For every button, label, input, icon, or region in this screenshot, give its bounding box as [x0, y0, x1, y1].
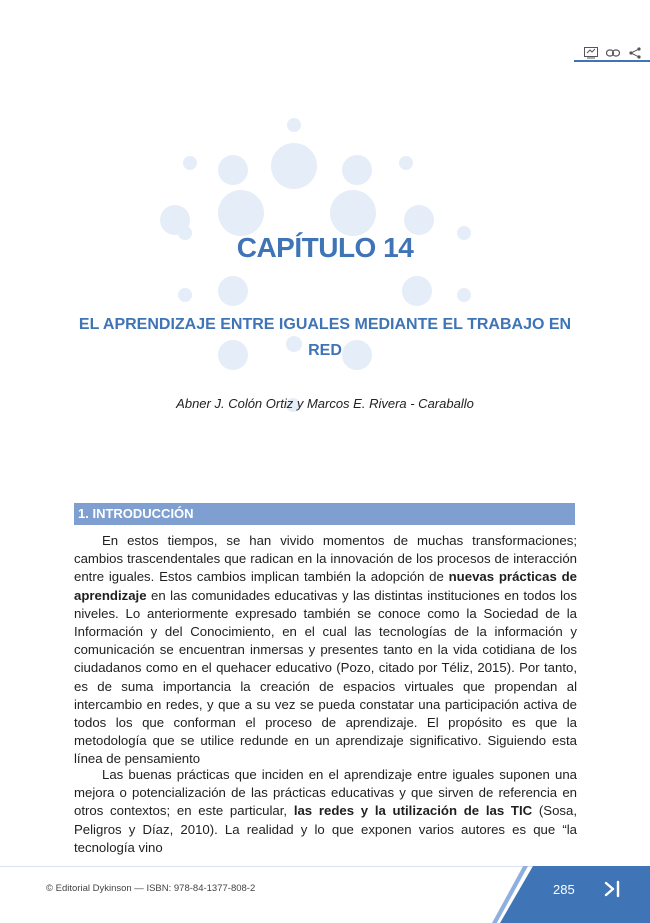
paragraph-bold-text: las redes y la utilización de las TIC [293, 803, 533, 819]
body-paragraph-1 [74, 532, 577, 769]
chapter-title: CAPÍTULO 14 [236, 232, 414, 263]
section-heading: 1. INTRODUCCIÓN [74, 503, 575, 525]
chapter-subtitle: EL APRENDIZAJE ENTRE IGUALES MEDIANTE EL TRABAJO EN RED [78, 316, 572, 359]
toolbar-underline [574, 60, 650, 62]
page-number: 285 [553, 882, 575, 897]
share-icon[interactable] [628, 47, 642, 59]
paragraph-text: en las comunidades educativas y las distintas instituciones en todos los niveles. Lo anteriormente expresado también se conoce como la Sociedad de la Información y del Conocimiento, en el cual las tecnologías de la información y comunicación se encuentran inmersas y presentes tanto en la vida cotidiana de los ciudadanos como en el quehacer educativo (Pozo, citado por Téliz, 2015). Por tanto, es de suma importancia la creación de espacios virtuales que propendan al intercambio en redes, y que a su vez se pueda constatar una participación activa de todos los que conforman el proceso de aprendizaje. El propósito es que la metodología que se utilice redunde en un aprendizaje significativo. Siguiendo esta línea de pensamiento [74, 587, 577, 767]
next-page-icon[interactable] [603, 880, 623, 898]
chapter-authors: Abner J. Colón Ortiz y Marcos E. Rivera - Caraballo [176, 396, 474, 411]
footer-publisher: © Editorial Dykinson — ISBN: 978-84-1377-808-2 [46, 883, 256, 894]
paragraph-text: En estos tiempos, se han vivido momentos de muchas transformaciones; cambios trascendentales que radican en la innovación de los procesos de interacción entre iguales. Estos cambios implican también la adopción de [74, 533, 577, 585]
body-paragraph-2 [74, 766, 577, 857]
paragraph-text: Las buenas prácticas que inciden en el aprendizaje entre iguales suponen una mejora o potencialización de las prácticas educativas y que sirven de referencia en otros contextos; en este particular, [74, 767, 577, 819]
paragraph-text: (Sosa, Peligros y Díaz, 2010). La realidad y lo que exponen varios autores es que “la tecnología vino [74, 803, 578, 855]
paragraph-bold-text: nuevas prácticas de aprendizaje [74, 569, 577, 603]
slideshow-icon[interactable] [584, 47, 598, 59]
link-icon[interactable] [606, 47, 620, 59]
